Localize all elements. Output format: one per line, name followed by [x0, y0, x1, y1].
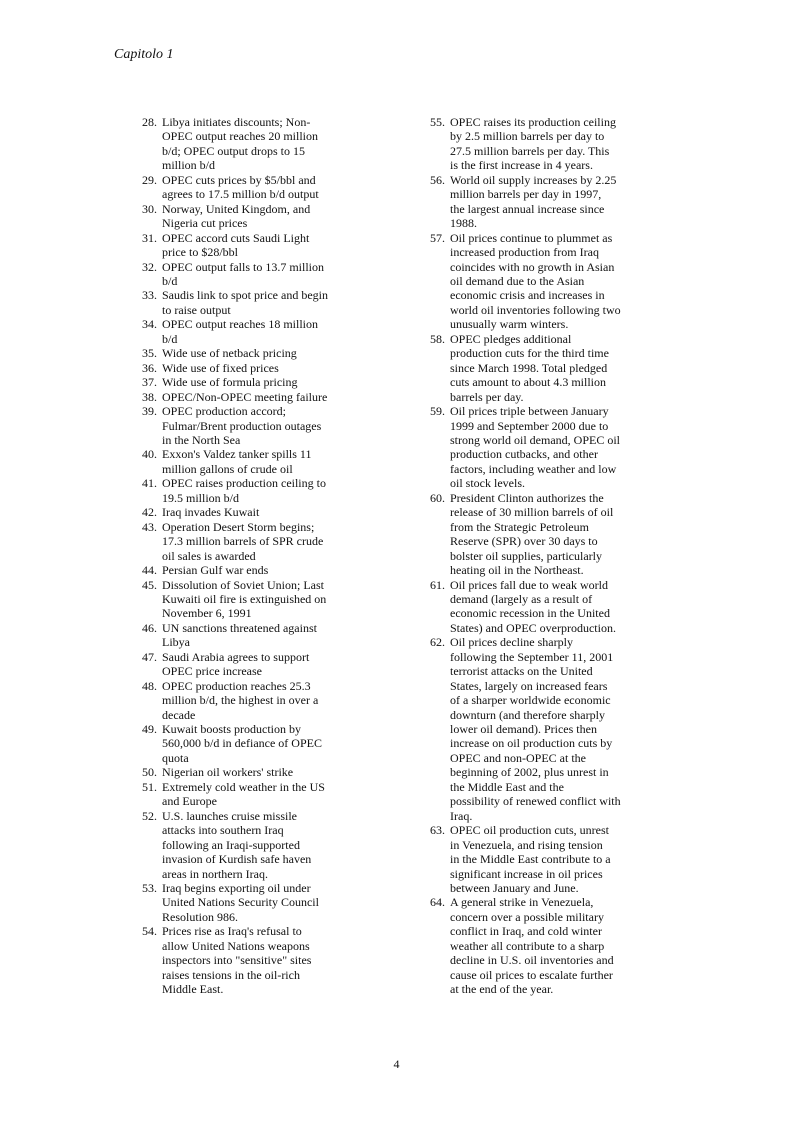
item-text: Saudi Arabia agrees to support OPEC price increase [162, 649, 310, 679]
list-item [133, 520, 373, 563]
list-item [421, 404, 661, 491]
item-text: OPEC/Non-OPEC meeting failure [162, 389, 328, 404]
item-number: 56. [430, 172, 445, 187]
list-item [421, 635, 661, 823]
item-number: 53. [142, 881, 157, 896]
list-item [133, 288, 373, 317]
list-item [421, 895, 661, 996]
list-item [133, 765, 373, 779]
list-item [133, 404, 373, 447]
item-number: 37. [142, 375, 157, 390]
item-text: Nigerian oil workers' strike [162, 765, 294, 780]
item-text: Wide use of formula pricing [162, 375, 298, 390]
item-number: 47. [142, 649, 157, 664]
item-text: Oil prices triple between January 1999 and September 2000 due to strong world oil demand, OPEC oil production cutbacks, and other factors, including weather and low oil stock levels. [450, 404, 620, 491]
item-number: 60. [430, 490, 445, 505]
item-number: 32. [142, 259, 157, 274]
right-column-list [421, 115, 661, 997]
item-number: 59. [430, 404, 445, 419]
list-item [133, 505, 373, 519]
item-text: A general strike in Venezuela, concern over a possible military conflict in Iraq, and cold winter weather all contribute to a sharp decline in U.S. oil inventories and cause oil prices to escalate further at the end of the year. [450, 895, 614, 997]
list-item [133, 881, 373, 924]
item-text: Iraq begins exporting oil under United Nations Security Council Resolution 986. [162, 881, 319, 924]
item-number: 46. [142, 620, 157, 635]
item-text: U.S. launches cruise missile attacks into southern Iraq following an Iraqi-supported invasion of Kurdish safe haven areas in northern Iraq. [162, 808, 312, 881]
item-text: Dissolution of Soviet Union; Last Kuwaiti oil fire is extinguished on November 6, 1991 [162, 577, 327, 621]
list-item [133, 679, 373, 722]
item-number: 48. [142, 678, 157, 693]
left-column-list [133, 115, 373, 997]
list-item [133, 375, 373, 389]
list-item [133, 578, 373, 621]
item-text: Libya initiates discounts; Non- OPEC output reaches 20 million b/d; OPEC output drops to 15 million b/d [162, 115, 318, 173]
item-text: Prices rise as Iraq's refusal to allow United Nations weapons inspectors into "sensitive" sites raises tensions in the oil-rich Middle East. [162, 924, 312, 997]
item-number: 41. [142, 476, 157, 491]
item-number: 58. [430, 331, 445, 346]
item-number: 34. [142, 317, 157, 332]
item-text: Wide use of netback pricing [162, 346, 297, 361]
list-item [421, 231, 661, 332]
list-item [133, 650, 373, 679]
item-text: World oil supply increases by 2.25 million barrels per day in 1997, the largest annual increase since 1988. [450, 172, 617, 231]
list-item [421, 578, 661, 636]
item-text: Norway, United Kingdom, and Nigeria cut prices [162, 201, 311, 231]
list-item [421, 173, 661, 231]
item-number: 43. [142, 519, 157, 534]
item-text: Iraq invades Kuwait [162, 505, 260, 520]
list-item [421, 491, 661, 578]
item-text: Persian Gulf war ends [162, 563, 269, 578]
item-number: 42. [142, 505, 157, 520]
item-text: OPEC production accord; Fulmar/Brent production outages in the North Sea [162, 404, 322, 447]
item-number: 30. [142, 201, 157, 216]
item-number: 55. [430, 115, 445, 129]
item-number: 50. [142, 765, 157, 780]
item-number: 40. [142, 447, 157, 462]
item-text: OPEC output reaches 18 million b/d [162, 317, 318, 346]
item-number: 57. [430, 230, 445, 245]
item-text: President Clinton authorizes the release of 30 million barrels of oil from the Strategic Petroleum Reserve (SPR) over 30 days to bolster oil supplies, particularly heating oil in the Northeast. [450, 490, 614, 578]
item-text: Oil prices decline sharply following the September 11, 2001 terrorist attacks on the United States, largely on increased fears of a sharper worldwide economic downturn (and therefore sharply lower oil demand). Prices then increase on oil production cuts by OPEC and non-OPEC at the beginning of 2002, plus unrest in the Middle East and the possibility of renewed conflict with Iraq. [450, 635, 621, 823]
item-text: Oil prices fall due to weak world demand (largely as a result of economic recession in the United States) and OPEC overproduction. [450, 577, 616, 635]
list-item [133, 361, 373, 375]
list-item [421, 823, 661, 895]
item-text: OPEC pledges additional production cuts for the third time since March 1998. Total pledged cuts amount to about 4.3 million barrels per day. [450, 331, 609, 404]
list-item [133, 202, 373, 231]
item-number: 38. [142, 389, 157, 404]
list-item [133, 317, 373, 346]
list-item [133, 115, 373, 173]
item-text: Oil prices continue to plummet as increased production from Iraq coincides with no growth in Asian oil demand due to the Asian economic crisis and increases in world oil inventories following two unusually warm winters. [450, 230, 621, 332]
list-item [133, 563, 373, 577]
item-text: OPEC production reaches 25.3 million b/d, the highest in over a decade [162, 678, 319, 722]
item-text: Exxon's Valdez tanker spills 11 million gallons of crude oil [162, 447, 312, 476]
item-number: 52. [142, 808, 157, 823]
item-number: 36. [142, 360, 157, 375]
item-number: 49. [142, 722, 157, 737]
item-text: OPEC accord cuts Saudi Light price to $28/bbl [162, 230, 310, 260]
item-text: Operation Desert Storm begins; 17.3 million barrels of SPR crude oil sales is awarded [162, 519, 324, 563]
item-number: 29. [142, 172, 157, 187]
item-text: Wide use of fixed prices [162, 360, 279, 375]
item-text: OPEC oil production cuts, unrest in Venezuela, and rising tension in the Middle East contribute to a significant increase in oil prices between January and June. [450, 823, 611, 896]
list-item [133, 346, 373, 360]
item-number: 28. [142, 115, 157, 129]
item-text: UN sanctions threatened against Libya [162, 620, 317, 650]
list-item [421, 332, 661, 404]
item-text: OPEC cuts prices by $5/bbl and agrees to 17.5 million b/d output [162, 172, 319, 202]
item-number: 62. [430, 635, 445, 650]
item-number: 45. [142, 577, 157, 592]
list-item [421, 115, 661, 173]
item-text: Kuwait boosts production by 560,000 b/d in defiance of OPEC quota [162, 722, 322, 765]
item-text: OPEC output falls to 13.7 million b/d [162, 259, 325, 288]
item-text: OPEC raises production ceiling to 19.5 million b/d [162, 476, 326, 505]
list-item [133, 173, 373, 202]
item-number: 51. [142, 779, 157, 794]
list-item [133, 260, 373, 289]
item-text: OPEC raises its production ceiling by 2.5 million barrels per day to 27.5 million barrels per day. This is the first increase in 4 years. [450, 115, 616, 173]
item-number: 63. [430, 823, 445, 838]
item-number: 31. [142, 230, 157, 245]
item-number: 39. [142, 404, 157, 419]
running-header: Capitolo 1 [114, 47, 174, 62]
item-number: 44. [142, 563, 157, 578]
list-item [133, 231, 373, 260]
item-number: 54. [142, 924, 157, 939]
page-number: 4 [393, 1057, 400, 1071]
list-item [133, 476, 373, 505]
list-item [133, 809, 373, 881]
item-text: Saudis link to spot price and begin to raise output [162, 288, 328, 317]
list-item [133, 722, 373, 765]
item-number: 35. [142, 346, 157, 361]
item-number: 64. [430, 895, 445, 910]
list-item [133, 780, 373, 809]
item-number: 61. [430, 577, 445, 592]
item-text: Extremely cold weather in the US and Europe [162, 779, 325, 809]
list-item [133, 390, 373, 404]
list-item [133, 621, 373, 650]
item-number: 33. [142, 288, 157, 303]
list-item [133, 924, 373, 996]
list-item [133, 447, 373, 476]
